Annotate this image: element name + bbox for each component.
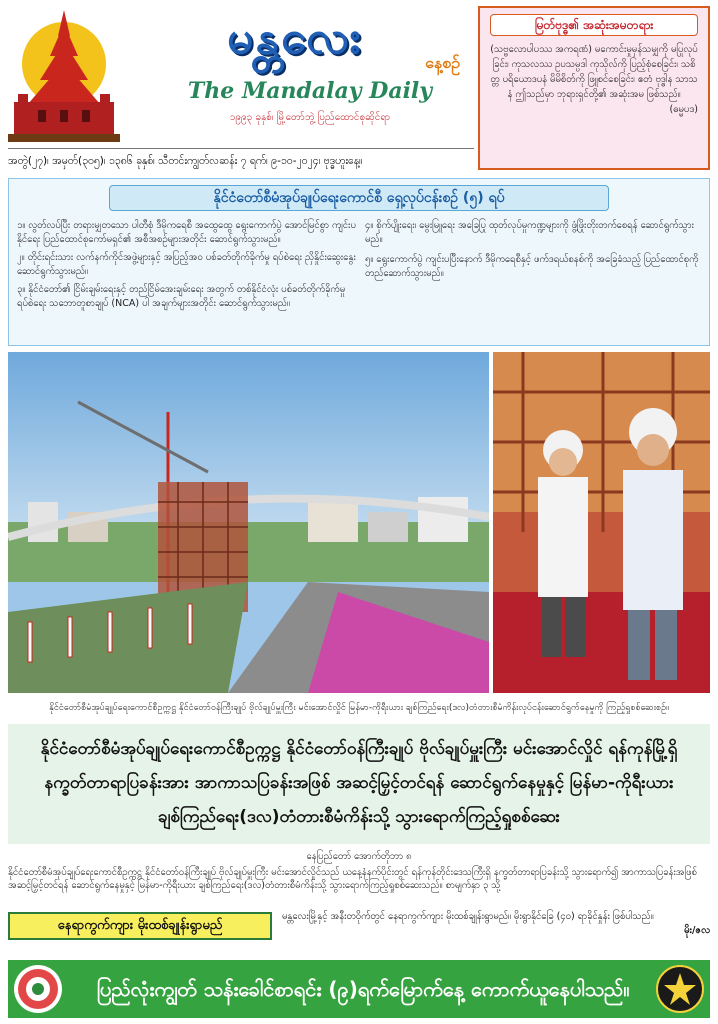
objectives-body <box>490 42 698 164</box>
top-story-col-left <box>17 219 357 343</box>
list-item-num: ၅။ <box>365 254 374 265</box>
list-item <box>17 219 357 247</box>
list-item <box>365 253 703 281</box>
top-story-col-right <box>365 219 703 343</box>
top-story-box <box>8 178 710 346</box>
list-item <box>17 251 357 279</box>
masthead-tagline: ၁၉၉၃ ခုနှစ်၊ မြို့တော်ဘွဲ့ ပြည်ထောင်စုဆိုင်ရာ <box>229 112 391 123</box>
weather-source: မိုး/ဇလ <box>684 925 710 936</box>
list-item-num: ၄။ <box>365 220 374 231</box>
objectives-box <box>478 6 710 170</box>
objectives-ref: (ဓမ္မပဒ) <box>669 104 698 115</box>
masthead-title: မန္တလေး <box>227 10 363 64</box>
masthead-subtitle: နေ့စဉ် <box>425 53 460 72</box>
census-banner-text: ပြည်လုံးကျွတ် သန်းခေါင်စာရင်း (၉)ရက်မြောက်နေ့ ကောက်ယူနေပါသည်။ <box>96 977 630 1001</box>
headline-box <box>8 724 710 844</box>
weather-text: မန္တလေးမြို့နှင့် အနီးတဝိုက်တွင် နေရာကွက်ကျား မိုးထစ်ချုန်းရွာမည်။ မိုးရွာနိုင်ခြေ (၄၀) ရာခိုင်နှုန်း ဖြစ်ပါသည်။ <box>282 911 654 922</box>
list-item <box>17 283 357 311</box>
dateline: အတွဲ(၂၇)၊ အမှတ်(၃၀၅)၊ ၁၃၈၆ ခုနှစ်၊ သီတင်းကျွတ်လဆန်း ၇ ရက်၊ ၉-၁၀-၂၀၂၄၊ ဗုဒ္ဓဟူးနေ့။ <box>8 148 474 172</box>
list-item-text: တိုင်းရင်းသား လက်နက်ကိုင်အဖွဲ့များနှင့် အပြည့်အဝ ပစ်ခတ်တိုက်ခိုက်မှု ရပ်စဲရေး ညှိနှိုင်းဆွေးနွေး ဆောင်ရွက်သွားမည်။ <box>17 252 356 277</box>
byline: နေပြည်တော် အောက်တိုဘာ ၈ <box>306 851 412 862</box>
census-logo-icon <box>14 965 62 1013</box>
list-item-num: ၃။ <box>17 284 26 295</box>
weather-forecast <box>282 910 710 954</box>
bridge-construction-photo <box>8 352 489 693</box>
list-item-num: ၁။ <box>17 220 26 231</box>
list-item <box>365 219 703 247</box>
palace-logo <box>8 6 120 146</box>
article-body: နိုင်ငံတော်စီမံအုပ်ချုပ်ရေးကောင်စီဥက္ကဋ္ဌ နိုင်ငံတော်ဝန်ကြီးချုပ် ဗိုလ်ချုပ်မှူးကြီး မင်းအောင်လှိုင်သည် ယနေ့နံနက်ပိုင်းတွင် ရန်ကုန်တိုင်းဒေသကြီးရှိ နက္ခတ်တာရာပြခန်းသို့ သွားရောက်၍ အာကာသပြခန်းအဖြစ် အဆင့်မြှင့်တင်ရန် ဆောင်ရွက်နေမှုနှင့် မြန်မာ-ကိုရီးယား ချစ်ကြည်ရေး(ဒလ)တံတားစီမံကိန်းသို့ သွားရောက်ကြည့်ရှုစစ်ဆေးသည်။ စာမျက်နှာ ၃ သို့ <box>8 867 697 891</box>
photo-caption: နိုင်ငံတော်စီမံအုပ်ချုပ်ရေးကောင်စီဥက္ကဋ္ဌ နိုင်ငံတော်ဝန်ကြီးချုပ် ဗိုလ်ချုပ်မှူးကြီး မင်းအောင်လှိုင် မြန်မာ-ကိုရီးယား ချစ်ကြည်ရေး(ဒလ)တံတားစီမံကိန်းလုပ်ငန်းဆောင်ရွက်နေမှုကို ကြည့်ရှုစစ်ဆေးစဉ်။ <box>49 703 669 713</box>
list-item-num: ၂။ <box>17 252 25 263</box>
inspection-officials-photo <box>493 352 710 693</box>
weather-label: နေရာကွက်ကျား မိုးထစ်ချုန်းရွာမည် <box>8 912 272 940</box>
census-banner <box>8 960 710 1018</box>
immigration-emblem-icon <box>656 965 704 1013</box>
objectives-text: (သဗ္ဗလောပါပဿ အကရဏံ) မကောင်းမှုမှန်သမျှကို မပြုလုပ်ခြင်း၊ ကုသလဿ ဥပသမ္ပဒါ ကုသိုလ်ကို ပြည့်စုံစေခြင်း၊ သစိတ္တ ပရိယောဒပနံ မိမိစိတ်ကို ဖြူစင်စေခြင်း၊ ဧတံ ဗုဒ္ဓါန သာသနံ ဤသည်မှာ ဘုရားရှင်တို့၏ အဆုံးအမ ဖြစ်သည်။ <box>490 44 698 100</box>
list-item-text: နိုင်ငံတော်၏ ငြိမ်းချမ်းရေးနှင့် တည်ငြိမ်အေးချမ်းရေး အတွက် တစ်နိုင်ငံလုံး ပစ်ခတ်တိုက်ခိုက်မှု ရပ်စဲရေး သဘောတူစာချုပ် (NCA) ပါ အချက်များအတိုင်း ဆောင်ရွက်သွားမည်။ <box>17 284 346 309</box>
top-story-heading: နိုင်ငံတော်စီမံအုပ်ချုပ်ရေးကောင်စီ ရှေ့လုပ်ငန်းစဉ် (၅) ရပ် <box>109 185 609 211</box>
list-item-text: လွတ်လပ်ပြီး တရားမျှတသော ပါတီစုံ ဒီမိုကရေစီ အထွေထွေ ရွေးကောက်ပွဲ အောင်မြင်စွာ ကျင်းပနိုင်ရေး ပြည်ထောင်စုကော်မရှင်၏ အစီအစဉ်များအတိုင်း ဆောင်ရွက်သွားမည်။ <box>17 220 356 245</box>
list-item-text: စိုက်ပျိုးရေး၊ မွေးမြူရေး အခြေပြု ထုတ်လုပ်မှုကဏ္ဍများကို ဖွံ့ဖြိုးတိုးတက်စေရန် ဆောင်ရွက်သွားမည်။ <box>365 220 694 245</box>
objectives-heading: မြတ်ဗုဒ္ဓ၏ အဆုံးအမတရား <box>490 14 698 36</box>
list-item-text: ရွေးကောက်ပွဲ ကျင်းပပြီးနောက် ဒီမိုကရေစီနှင့် ဖက်ဒရယ်စနစ်ကို အခြေခံသည့် ပြည်ထောင်စုကို တည်ဆောက်သွားမည်။ <box>365 254 699 279</box>
headline: နိုင်ငံတော်စီမံအုပ်ချုပ်ရေးကောင်စီဥက္ကဋ္ဌ နိုင်ငံတော်ဝန်ကြီးချုပ် ဗိုလ်ချုပ်မှူးကြီး မင်းအောင်လှိုင် ရန်ကုန်မြို့ရှိ နက္ခတ်တာရာပြခန်းအား အာကာသပြခန်းအဖြစ် အဆင့်မြှင့်တင်ရန် ဆောင်ရွက်နေမှုနှင့် မြန်မာ-ကိုရီးယား ချစ်ကြည်ရေး(ဒလ)တံတားစီမံကိန်းသို့ သွားရောက်ကြည့်ရှုစစ်ဆေး <box>40 739 678 827</box>
masthead-english-title: The Mandalay Daily <box>187 78 433 104</box>
